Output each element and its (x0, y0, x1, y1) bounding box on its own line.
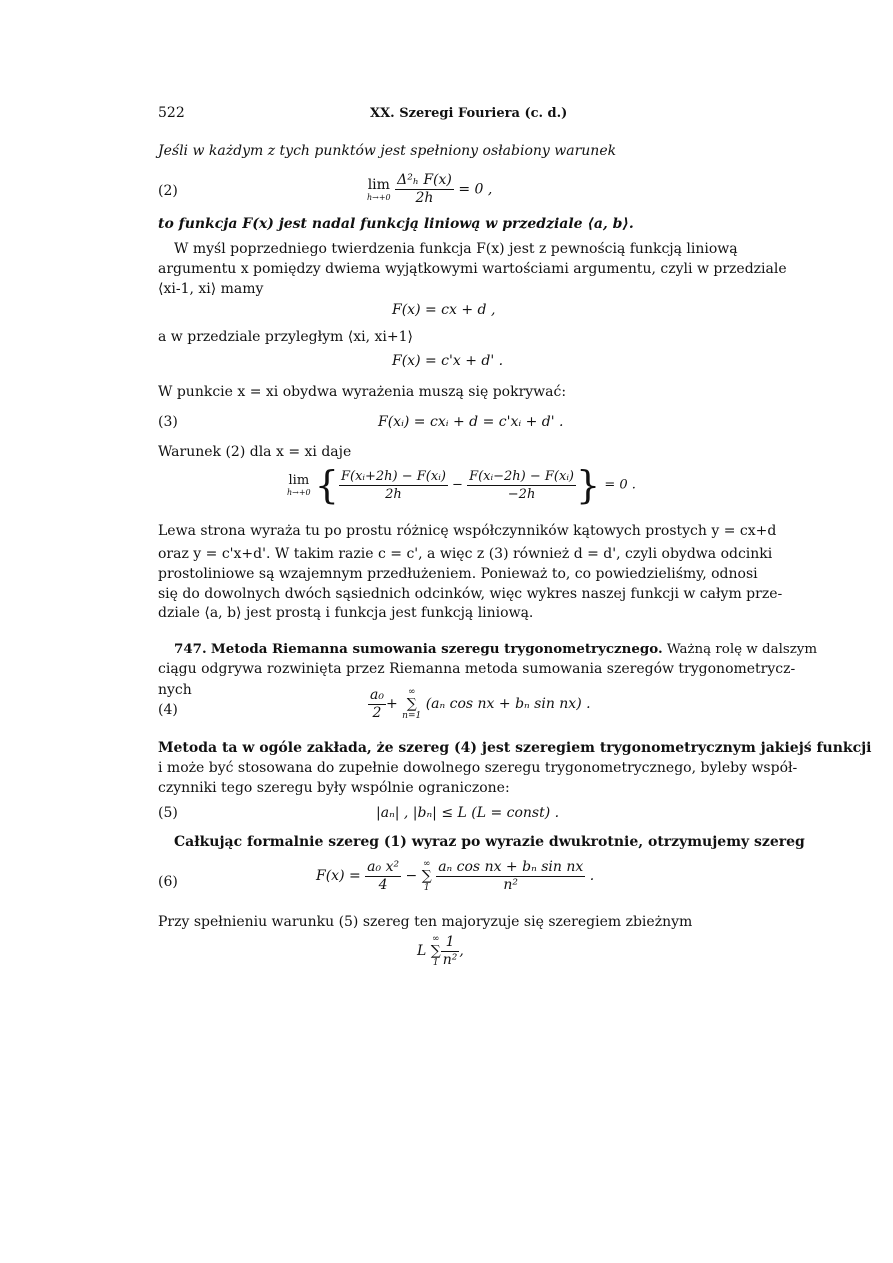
fraction-denominator: 2h (415, 190, 434, 206)
text-line: Warunek (2) dla x = xi daje (158, 444, 352, 460)
fraction-numerator: a₀ x² (367, 858, 400, 875)
equation-majorant: L ∞ ∑ 1 $\frac{1}{\text{n²}}$ , (417, 933, 464, 968)
text-line: Jeśli w każdym z tych punktów jest spełniony osłabiony warunek (158, 143, 617, 159)
text-line: W punkcie x = xi obydwa wyrażenia muszą się pokrywać: (158, 384, 567, 400)
text-line: i może być stosowana do zupełnie dowolnego szeregu trygonometrycznego, byleby współ- (158, 760, 798, 776)
text-line: się do dowolnych dwóch sąsiednich odcinków, więc wykres naszej funkcji w całym prze- (158, 586, 783, 602)
section-title: Metoda Riemanna sumowania szeregu trygonometrycznego. (210, 641, 663, 657)
equation-5: |aₙ| , |bₙ| ≤ L (L = const) . (376, 805, 560, 821)
text-line: W myśl poprzedniego twierdzenia funkcja F(x) jest z pewnością funkcją liniową (174, 241, 738, 257)
lim-operator: lim (367, 177, 390, 193)
text-line: ⟨xi-1, xi⟩ mamy (158, 281, 264, 297)
equation-label: (3) (158, 414, 178, 430)
equation-end: . (589, 868, 595, 884)
equation-6: F(x) = $\frac{\text{a₀ x²}}{4}$ − ∞ ∑ 1 $\frac{\text{aₙ cos nx + bₙ sin nx}}{\text{n²}}$ . (316, 858, 595, 893)
text-line: dziale ⟨a, b⟩ jest prostą i funkcja jest funkcją liniową. (158, 605, 534, 621)
fraction-numerator: 1 (441, 934, 460, 952)
equation-label: (5) (158, 805, 178, 821)
text-line: czynniki tego szeregu były wspólnie ograniczone: (158, 780, 510, 796)
constant-L: L (417, 943, 427, 959)
equation-b: F(x) = c'x + d' . (392, 353, 504, 369)
page-header (158, 104, 736, 123)
text-line: argumentu x pomiędzy dwiema wyjątkowymi wartościami argumentu, czyli w przedziale (158, 261, 787, 277)
fraction-denominator: −2h (507, 486, 536, 502)
sum-upper-limit: ∞ (422, 859, 431, 869)
equation-rhs: = 0 . (604, 477, 636, 493)
fraction-denominator: n² (503, 876, 519, 893)
minus-sign: − (452, 477, 463, 493)
text-line: a w przedziale przyległym ⟨xi, xi+1⟩ (158, 329, 413, 345)
text-line: ciągu odgrywa rozwinięta przez Riemanna metoda sumowania szeregów trygonometrycz- (158, 661, 796, 677)
equation-a: F(x) = cx + d , (392, 302, 496, 318)
text-line: Metoda ta w ogóle zakłada, że szereg (4) jest szeregiem trygonometrycznym jakiejś funkcji (158, 740, 872, 756)
sum-upper-limit: ∞ (407, 687, 416, 697)
equation-limit-difference: lim h→+0 { $\frac{\text{F(xᵢ+2h) − F(xᵢ)}}{2h}$ − $\frac{\text{F(xᵢ−2h) − F(xᵢ)}}{-2h}$ } = 0 . (287, 463, 636, 507)
lim-subscript: h→+0 (367, 193, 391, 202)
text-line: nych (158, 682, 192, 698)
fraction-denominator: 2h (385, 486, 402, 502)
plus-sign: + (385, 696, 398, 712)
page-number: 522 (158, 105, 185, 121)
text-line: to funkcja F(x) jest nadal funkcją liniową w przedziale ⟨a, b⟩. (158, 216, 634, 232)
text-line: Przy spełnieniu warunku (5) szereg ten majoryzuje się szeregiem zbieżnym (158, 914, 693, 930)
section-heading-line (174, 640, 818, 659)
fraction-numerator: a₀ (370, 686, 384, 703)
equation-label: (4) (158, 702, 178, 718)
fraction-denominator: 4 (378, 876, 388, 893)
equation-rhs: = 0 , (458, 181, 493, 198)
text-line: Całkując formalnie szereg (1) wyraz po wyrazie dwukrotnie, otrzymujemy szereg (174, 834, 805, 850)
fraction-numerator: Δ²ₕ F(x) (397, 172, 452, 188)
section-number: 747. (174, 641, 207, 657)
fraction-denominator: 2 (372, 704, 382, 721)
equation-end: , (459, 943, 464, 959)
running-title: XX. Szeregi Fouriera (c. d.) (370, 106, 568, 121)
text-line: prostoliniowe są wzajemnym przedłużeniem. Ponieważ to, co powiedzieliśmy, odnosi (158, 566, 758, 582)
fraction-numerator: aₙ cos nx + bₙ sin nx (438, 858, 584, 875)
section-text: Ważną rolę w dalszym (666, 642, 818, 657)
lim-operator: lim (288, 473, 310, 488)
fraction-numerator: F(xᵢ+2h) − F(xᵢ) (340, 468, 446, 484)
equation-label: (2) (158, 183, 178, 199)
equation-lhs: F(x) = (316, 868, 361, 884)
equation-label: (6) (158, 874, 178, 890)
fraction-denominator: n² (442, 951, 458, 968)
minus-sign: − (405, 868, 418, 884)
sum-lower-limit: n=1 (402, 711, 422, 721)
sum-term: (aₙ cos nx + bₙ sin nx) . (425, 696, 591, 712)
sum-lower-limit: 1 (432, 958, 439, 968)
sum-upper-limit: ∞ (432, 934, 440, 944)
text-line: Lewa strona wyraża tu po prostu różnicę współczynników kątowych prostych y = cx+d (158, 523, 777, 539)
text-line: oraz y = c'x+d'. W takim razie c = c', a więc z (3) również d = d', czyli obydwa odcinki (158, 546, 773, 562)
equation-4: $\frac{\text{a₀}}{2}$ + ∞ ∑ n=1 (aₙ cos nx + bₙ sin nx) . (370, 686, 591, 721)
fraction-numerator: F(xᵢ−2h) − F(xᵢ) (469, 468, 575, 484)
sum-lower-limit: 1 (423, 883, 430, 893)
equation-2 (367, 172, 492, 207)
equation-3: F(xᵢ) = cxᵢ + d = c'xᵢ + d' . (378, 414, 564, 430)
lim-subscript: h→+0 (287, 488, 311, 497)
